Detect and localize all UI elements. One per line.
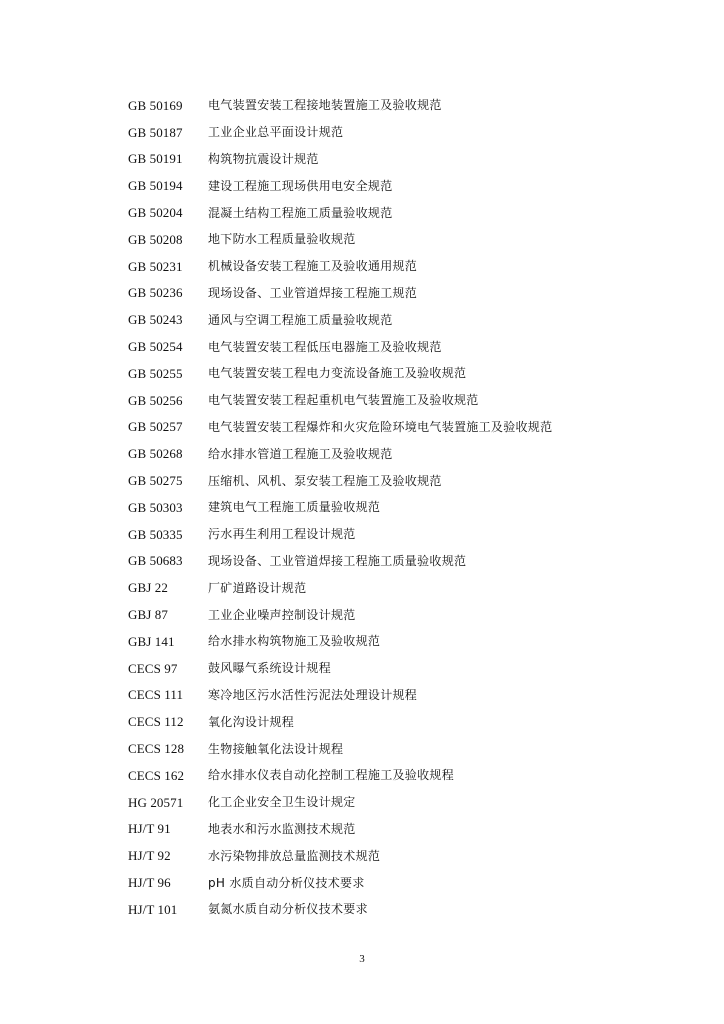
standard-name: 氧化沟设计规程 <box>208 714 295 729</box>
standard-code: GB 50257 <box>128 419 183 435</box>
standard-code: GBJ 141 <box>128 633 175 649</box>
standard-code: GB 50236 <box>128 285 183 301</box>
standard-code: HJ/T 101 <box>128 901 178 917</box>
standard-name: 地下防水工程质量验收规范 <box>208 232 356 247</box>
standard-code: GB 50187 <box>128 124 183 140</box>
standard-code: GB 50231 <box>128 258 183 274</box>
standard-row <box>128 762 688 789</box>
standard-name: 地表水和污水监测技术规范 <box>208 821 356 836</box>
standard-row <box>128 226 688 253</box>
standard-name: 水污染物排放总量监测技术规范 <box>208 848 381 863</box>
standard-name: 电气装置安装工程电力变流设备施工及验收规范 <box>208 366 467 381</box>
standard-row <box>128 253 688 280</box>
standard-row <box>128 789 688 816</box>
standard-code: HG 20571 <box>128 794 184 810</box>
standard-row <box>128 842 688 869</box>
standard-code: GB 50169 <box>128 97 183 113</box>
standard-row <box>128 682 688 709</box>
standard-code: GB 50243 <box>128 312 183 328</box>
standard-row <box>128 306 688 333</box>
standard-name: 电气装置安装工程接地装置施工及验收规范 <box>208 98 442 113</box>
standard-code: CECS 162 <box>128 767 185 783</box>
standard-name: 建设工程施工现场供用电安全规范 <box>208 178 393 193</box>
standard-row <box>128 467 688 494</box>
standard-row <box>128 440 688 467</box>
standard-name: 寒冷地区污水活性污泥法处理设计规程 <box>208 687 418 702</box>
standard-row <box>128 172 688 199</box>
standard-code: GB 50335 <box>128 526 183 542</box>
standard-code: GB 50208 <box>128 231 183 247</box>
standard-row <box>128 574 688 601</box>
standard-row <box>128 655 688 682</box>
standard-name: 给水排水构筑物施工及验收规范 <box>208 634 381 649</box>
standard-name: 给水排水仪表自动化控制工程施工及验收规程 <box>208 768 455 783</box>
standard-name: 工业企业噪声控制设计规范 <box>208 607 356 622</box>
standards-list <box>128 92 688 923</box>
page-number: 3 <box>359 953 365 965</box>
standard-row <box>128 735 688 762</box>
standard-row <box>128 119 688 146</box>
standard-name: 氨氮水质自动分析仪技术要求 <box>208 902 368 917</box>
standard-row <box>128 414 688 441</box>
standard-row <box>128 387 688 414</box>
standard-row <box>128 869 688 896</box>
standard-row <box>128 601 688 628</box>
standard-name: 化工企业安全卫生设计规定 <box>208 795 356 810</box>
standard-name: 混凝土结构工程施工质量验收规范 <box>208 205 393 220</box>
standard-name: 给水排水管道工程施工及验收规范 <box>208 446 393 461</box>
standard-code: GBJ 87 <box>128 607 168 623</box>
standard-code: HJ/T 91 <box>128 821 171 837</box>
standard-row <box>128 146 688 173</box>
standard-name: 现场设备、工业管道焊接工程施工质量验收规范 <box>208 553 467 568</box>
standard-code: GB 50254 <box>128 339 183 355</box>
standard-row <box>128 280 688 307</box>
standard-name: 现场设备、工业管道焊接工程施工规范 <box>208 285 418 300</box>
standard-name: 电气装置安装工程爆炸和火灾危险环境电气装置施工及验收规范 <box>208 419 553 434</box>
standard-code: GB 50275 <box>128 473 183 489</box>
standard-code: GB 50303 <box>128 499 183 515</box>
standard-code: HJ/T 92 <box>128 848 171 864</box>
standard-name: 污水再生利用工程设计规范 <box>208 527 356 542</box>
standard-code: GB 50268 <box>128 446 183 462</box>
standard-code: CECS 112 <box>128 714 184 730</box>
standard-code: CECS 97 <box>128 660 178 676</box>
standard-name: 电气装置安装工程低压电器施工及验收规范 <box>208 339 442 354</box>
standard-code: CECS 128 <box>128 741 185 757</box>
standard-row <box>128 816 688 843</box>
standard-name: 构筑物抗震设计规范 <box>208 151 319 166</box>
standard-code: GB 50683 <box>128 553 183 569</box>
standard-code: GB 50255 <box>128 365 183 381</box>
standard-name: 工业企业总平面设计规范 <box>208 125 344 140</box>
standard-code: GB 50256 <box>128 392 183 408</box>
standard-name: 机械设备安装工程施工及验收通用规范 <box>208 259 418 274</box>
standard-row <box>128 548 688 575</box>
standard-code: CECS 111 <box>128 687 184 703</box>
standard-row <box>128 521 688 548</box>
standard-code: GB 50204 <box>128 205 183 221</box>
standard-row <box>128 333 688 360</box>
standard-row <box>128 199 688 226</box>
standard-name: 鼓风曝气系统设计规程 <box>208 661 332 676</box>
standard-code: GB 50191 <box>128 151 183 167</box>
standard-code: GB 50194 <box>128 178 183 194</box>
standard-row <box>128 92 688 119</box>
standard-name: 通风与空调工程施工质量验收规范 <box>208 312 393 327</box>
standard-name: 生物接触氧化法设计规程 <box>208 741 344 756</box>
standard-row <box>128 360 688 387</box>
standard-row <box>128 628 688 655</box>
standard-name: pH 水质自动分析仪技术要求 <box>208 875 365 890</box>
standard-name: 压缩机、风机、泵安装工程施工及验收规范 <box>208 473 442 488</box>
standard-row <box>128 708 688 735</box>
standard-name: 厂矿道路设计规范 <box>208 580 307 595</box>
standard-row <box>128 896 688 923</box>
standard-name: 建筑电气工程施工质量验收规范 <box>208 500 381 515</box>
standard-code: HJ/T 96 <box>128 875 171 890</box>
standard-code: GBJ 22 <box>128 580 168 596</box>
standard-row <box>128 494 688 521</box>
standard-name: 电气装置安装工程起重机电气装置施工及验收规范 <box>208 393 479 408</box>
